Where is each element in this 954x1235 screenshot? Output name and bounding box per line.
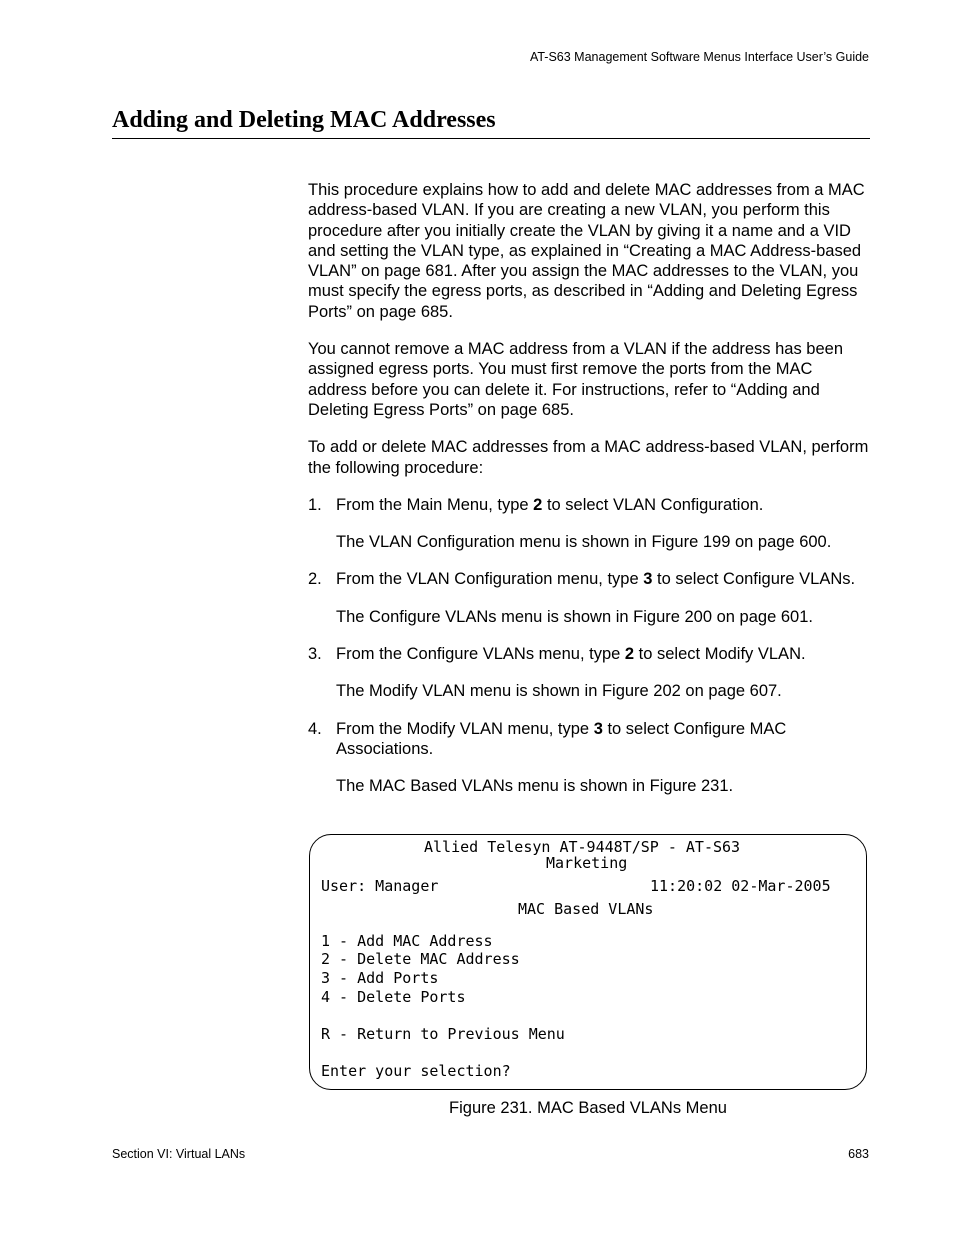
- intro-paragraph: You cannot remove a MAC address from a VLAN if the address has been assigned egress ports. You must first remove the ports from the MAC address before you can delete it. For instructions, refer to “Adding and Deleting Egress Ports” on page 685.: [308, 340, 844, 419]
- procedure-step: [308, 495, 874, 515]
- procedure-step: [308, 719, 874, 760]
- terminal-screen: [309, 834, 867, 1090]
- step-text: [336, 719, 874, 760]
- procedure-step: [308, 644, 874, 664]
- step-number: 3.: [308, 645, 322, 664]
- running-header: AT-S63 Management Software Menus Interface User’s Guide: [529, 50, 869, 64]
- menu-option-add-ports: 3 - Add Ports: [321, 969, 439, 987]
- step-key: 3: [593, 719, 603, 738]
- menu-option-add-mac: 1 - Add MAC Address: [321, 932, 493, 950]
- figure-caption: Figure 231. MAC Based VLANs Menu: [449, 1099, 727, 1117]
- step-text-pre: From the VLAN Configuration menu, type: [336, 570, 644, 589]
- step-text: [336, 495, 874, 515]
- step-text: [336, 644, 874, 664]
- step-note: The Configure VLANs menu is shown in Figure 200 on page 601.: [336, 607, 813, 626]
- footer-section: Section VI: Virtual LANs: [112, 1147, 246, 1161]
- menu-option-return: R - Return to Previous Menu: [321, 1025, 565, 1043]
- procedure-step: [308, 569, 874, 589]
- step-text-post: to select Configure MAC Associations.: [336, 719, 787, 758]
- terminal-subtitle: Marketing: [546, 854, 628, 872]
- step-text-post: to select Configure VLANs.: [652, 570, 856, 589]
- menu-option-delete-mac: 2 - Delete MAC Address: [321, 950, 520, 968]
- terminal-user: User: Manager: [321, 877, 439, 895]
- step-key: 2: [624, 645, 635, 664]
- terminal-prompt: Enter your selection?: [321, 1062, 511, 1080]
- page-heading: Adding and Deleting MAC Addresses: [112, 107, 870, 139]
- step-text-pre: From the Main Menu, type: [336, 495, 534, 514]
- step-text-pre: From the Configure VLANs menu, type: [336, 645, 625, 664]
- step-text-post: to select VLAN Configuration.: [542, 495, 764, 514]
- terminal-menu-title: MAC Based VLANs: [518, 900, 654, 918]
- body-content: [308, 180, 874, 814]
- step-key: 3: [643, 570, 653, 589]
- step-number: 1.: [308, 495, 322, 514]
- step-number: 2.: [308, 570, 322, 589]
- step-note: The MAC Based VLANs menu is shown in Figure 231.: [336, 777, 734, 796]
- step-text-post: to select Modify VLAN.: [634, 645, 806, 664]
- step-number: 4.: [308, 719, 322, 738]
- step-text: [336, 569, 874, 589]
- step-note: The VLAN Configuration menu is shown in Figure 199 on page 600.: [336, 533, 832, 552]
- step-key: 2: [533, 495, 543, 514]
- step-text-pre: From the Modify VLAN menu, type: [336, 719, 594, 738]
- intro-paragraph: This procedure explains how to add and delete MAC addresses from a MAC address-based VLAN. If you are creating a new VLAN, you perform this procedure after you initially create the VLAN by giving it a name and a VID and setting the VLAN type, as explained in “Creating a MAC Address-based VLAN” on page 681. After you assign the MAC addresses to the VLAN, you must specify the egress ports, as described in “Adding and Deleting Egress Ports” on page 685.: [308, 181, 865, 321]
- footer-page-number: 683: [848, 1147, 869, 1161]
- terminal-timestamp: 11:20:02 02-Mar-2005: [650, 877, 831, 895]
- intro-paragraph: To add or delete MAC addresses from a MAC address-based VLAN, perform the following procedure:: [308, 438, 869, 477]
- terminal-title: Allied Telesyn AT-9448T/SP - AT-S63: [424, 838, 741, 856]
- step-note: The Modify VLAN menu is shown in Figure 202 on page 607.: [336, 682, 782, 701]
- menu-option-delete-ports: 4 - Delete Ports: [321, 988, 466, 1006]
